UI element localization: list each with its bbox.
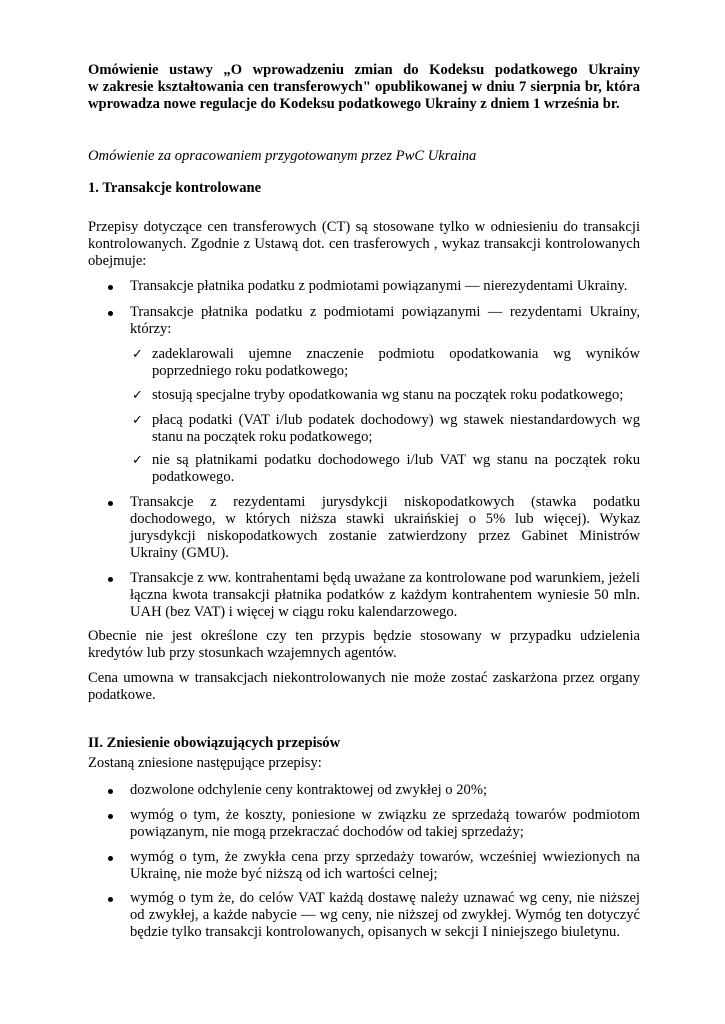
check-item-text: stosują specjalne tryby opodatkowania wg stanu na początek roku podatkowego; xyxy=(152,387,624,403)
document-body xyxy=(88,62,640,940)
document-subtitle: Omówienie za opracowaniem przygotowanym przez PwC Ukraina xyxy=(88,148,477,164)
list-item xyxy=(88,278,640,295)
section2-list xyxy=(88,807,640,841)
section1-heading: 1. Transakcje kontrolowane xyxy=(88,180,262,196)
check-list xyxy=(88,346,640,380)
section2-list xyxy=(88,782,640,799)
check-list xyxy=(88,387,640,404)
list-item xyxy=(88,570,640,621)
list-item-text: Transakcje z ww. kontrahentami będą uważane za kontrolowane pod warunkiem, jeżeli łączna kwota transakcji płatnika podatków z każdym kontrahentem wyniesie 50 mln. UAH (bez VAT) i więcej w ciągu roku kalendarzowego. xyxy=(130,570,640,620)
document-title xyxy=(88,62,640,113)
list-item-text: wymóg o tym, że zwykła cena przy sprzedaży towarów, wcześniej wwiezionych na Ukrainę, nie może być niższą od ich wartości celnej; xyxy=(130,849,640,882)
title-line-2: w zakresie kształtowania cen transferowych" opublikowanej w dniu 7 sierpnia br, która xyxy=(88,79,640,95)
bullet-icon xyxy=(108,789,113,794)
check-item-text: nie są płatnikami podatku dochodowego i/lub VAT wg stanu na początek roku podatkowego. xyxy=(152,452,640,485)
section2-heading: II. Zniesienie obowiązujących przepisów xyxy=(88,735,341,751)
list-item-text: Transakcje płatnika podatku z podmiotami powiązanymi — nierezydentami Ukrainy. xyxy=(130,278,628,294)
list-item-text: dozwolone odchylenie ceny kontraktowej od zwykłej o 20%; xyxy=(130,782,488,798)
check-mark-icon: ✓ xyxy=(132,413,143,428)
check-item-text: płacą podatki (VAT i/lub podatek dochodowy) wg stawek niestandardowych wg stanu na początek roku podatkowego; xyxy=(152,412,640,445)
check-item-text: zadeklarowali ujemne znaczenie podmiotu opodatkowania wg wyników poprzedniego roku podatkowego; xyxy=(152,346,640,379)
section2-intro: Zostaną zniesione następujące przepisy: xyxy=(88,755,322,771)
list-item xyxy=(88,807,640,841)
check-list-item xyxy=(88,387,640,404)
section2-list xyxy=(88,890,640,941)
section1-list xyxy=(88,278,640,295)
check-mark-icon: ✓ xyxy=(132,388,143,403)
section1-list xyxy=(88,494,640,562)
section1-list xyxy=(88,570,640,621)
check-list-item xyxy=(88,452,640,486)
list-item xyxy=(88,849,640,883)
bullet-icon xyxy=(108,856,113,861)
list-item xyxy=(88,782,640,799)
section1-paragraph: Obecnie nie jest określone czy ten przypis będzie stosowany w przypadku udzielenia kredytów lub przy stosunkach wzajemnych agentów. xyxy=(88,628,640,661)
check-mark-icon: ✓ xyxy=(132,347,143,362)
list-item-text: Transakcje z rezydentami jurysdykcji niskopodatkowych (stawka podatku dochodowego, w których niższa stawki ukraińskiej o 5% lub więcej). Wykaz jurysdykcji niskopodatkowych zostanie zatwierdzony przez Gabinet Ministrów Ukrainy (GMU). xyxy=(130,494,640,561)
check-list-item xyxy=(88,412,640,446)
bullet-icon xyxy=(108,897,113,902)
bullet-icon xyxy=(108,814,113,819)
list-item xyxy=(88,890,640,941)
section1-paragraph: Cena umowna w transakcjach niekontrolowanych nie może zostać zaskarżona przez organy podatkowe. xyxy=(88,670,640,703)
bullet-icon xyxy=(108,577,113,582)
title-line-1: Omówienie ustawy „O wprowadzeniu zmian do Kodeksu podatkowego Ukrainy xyxy=(88,62,640,78)
check-list xyxy=(88,452,640,486)
section2-list xyxy=(88,849,640,883)
bullet-icon xyxy=(108,311,113,316)
list-item xyxy=(88,494,640,562)
list-item-text: wymóg o tym że, do celów VAT każdą dostawę należy uznawać wg ceny, nie niższej od zwykłej, a każde nabycie — wg ceny, nie niższej od zwykłej. Wymóg ten dotyczyć będzie tylko transakcji kontrolowanych, opisanych w sekcji I niniejszego biuletynu. xyxy=(130,890,640,940)
bullet-icon xyxy=(108,501,113,506)
bullet-icon xyxy=(108,285,113,290)
section1-list xyxy=(88,304,640,338)
title-line-3: wprowadza nowe regulacje do Kodeksu podatkowego Ukrainy z dniem 1 września br. xyxy=(88,96,620,112)
check-mark-icon: ✓ xyxy=(132,453,143,468)
section1-intro: Przepisy dotyczące cen transferowych (CT) są stosowane tylko w odniesieniu do transakcji kontrolowanych. Zgodnie z Ustawą dot. cen trasferowych , wykaz transakcji kontrolowanych obejmuje: xyxy=(88,219,640,269)
list-item-text: Transakcje płatnika podatku z podmiotami powiązanymi — rezydentami Ukrainy, którzy: xyxy=(130,304,640,337)
check-list xyxy=(88,412,640,446)
check-list-item xyxy=(88,346,640,380)
list-item xyxy=(88,304,640,338)
list-item-text: wymóg o tym, że koszty, poniesione w związku ze sprzedażą towarów podmiotom powiązanym, nie mogą przekraczać dochodów od takiej sprzedaży; xyxy=(130,807,640,840)
